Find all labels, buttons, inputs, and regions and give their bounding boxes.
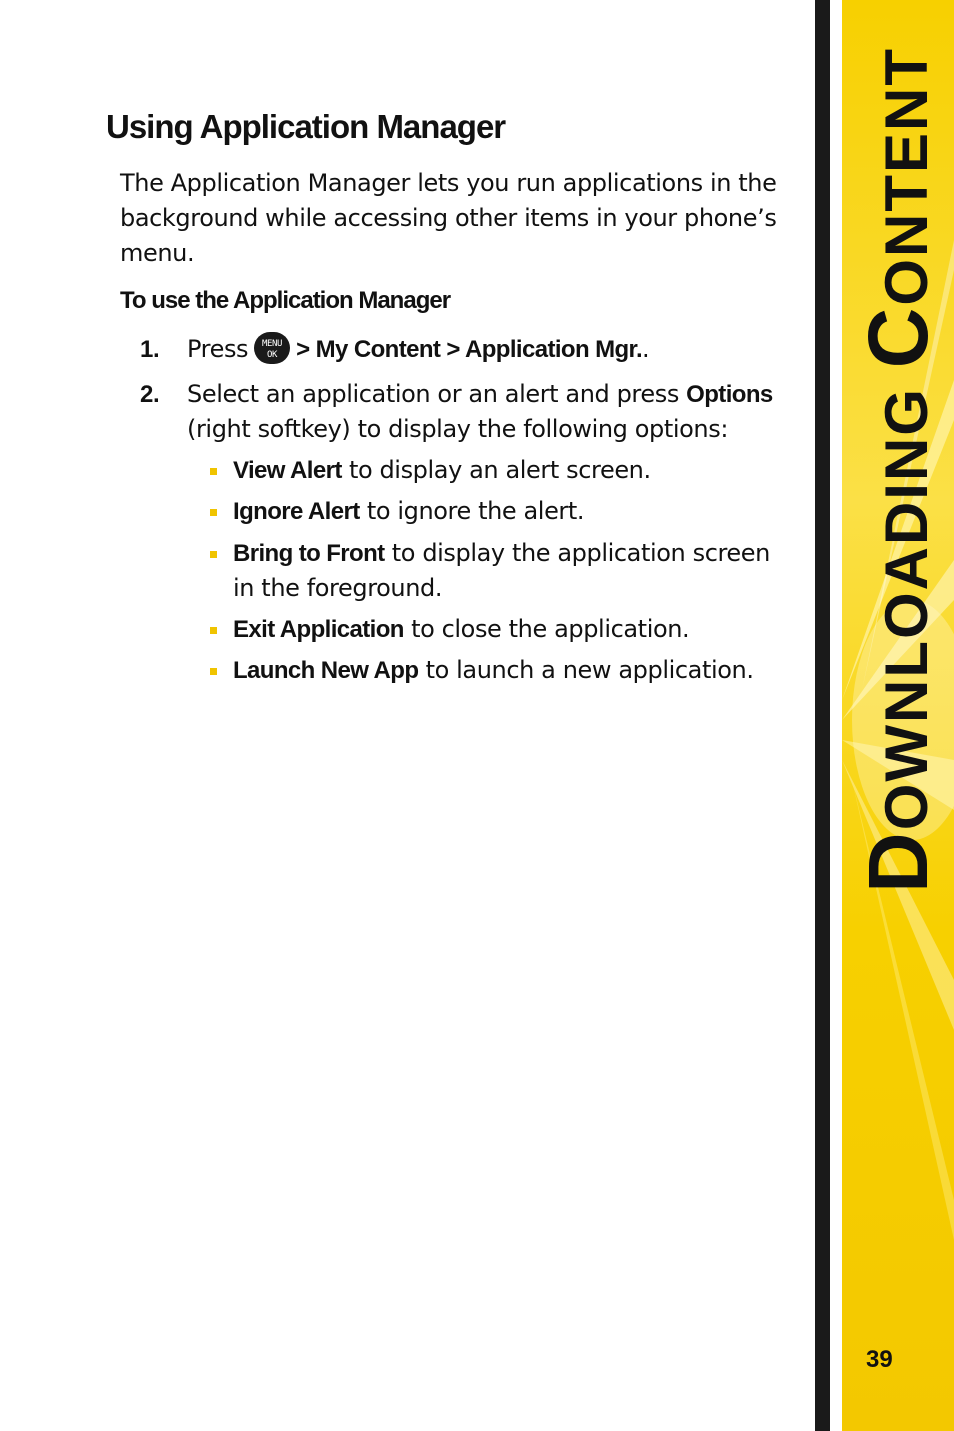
option-term: Exit Application: [233, 616, 404, 643]
menu-path: > My Content > Application Mgr.: [296, 336, 643, 363]
step-text: (right softkey) to display the following options:: [187, 415, 729, 443]
step-number: 2.: [140, 381, 160, 408]
step-text: Select an application or an alert and press: [187, 380, 687, 408]
tab-black-band: [815, 0, 830, 1431]
menu-ok-key-icon: [254, 332, 290, 364]
options-softkey-label: Options: [686, 381, 773, 408]
bullet-square-icon: [210, 627, 217, 634]
menu-key-label: MENU: [262, 339, 283, 349]
option-description: to display the application screen in the foreground.: [233, 539, 770, 602]
option-description: to display an alert screen.: [341, 456, 651, 484]
option-term: Ignore Alert: [233, 498, 360, 525]
chapter-title-initial: C: [851, 305, 945, 369]
chapter-title-initial: D: [851, 830, 945, 893]
page-number: 39: [866, 1346, 893, 1373]
bullet-square-icon: [210, 668, 217, 675]
option-description: to ignore the alert.: [359, 497, 585, 525]
chapter-title-word: ONTENT: [873, 47, 940, 306]
option-term: View Alert: [233, 457, 342, 484]
chapter-title: [851, 47, 945, 893]
step-body: [187, 332, 799, 367]
section-heading: Using Application Manager: [106, 108, 506, 145]
chapter-title-word: OWNLOADING: [873, 368, 940, 831]
option-term: Bring to Front: [233, 540, 385, 567]
step-text: Press: [187, 335, 249, 363]
bullet-square-icon: [210, 468, 217, 475]
procedure-heading: To use the Application Manager: [120, 287, 451, 314]
ok-key-label: OK: [267, 350, 278, 360]
step-suffix: .: [642, 335, 650, 363]
bullet-square-icon: [210, 551, 217, 558]
option-term: Launch New App: [233, 657, 419, 684]
option-description: to close the application.: [403, 615, 690, 643]
intro-paragraph: The Application Manager lets you run applications in the background while accessing other items in your phone’s menu.: [120, 169, 777, 267]
step-body: [187, 377, 799, 447]
step-number: 1.: [140, 336, 160, 363]
option-description: to launch a new application.: [418, 656, 754, 684]
bullet-square-icon: [210, 509, 217, 516]
